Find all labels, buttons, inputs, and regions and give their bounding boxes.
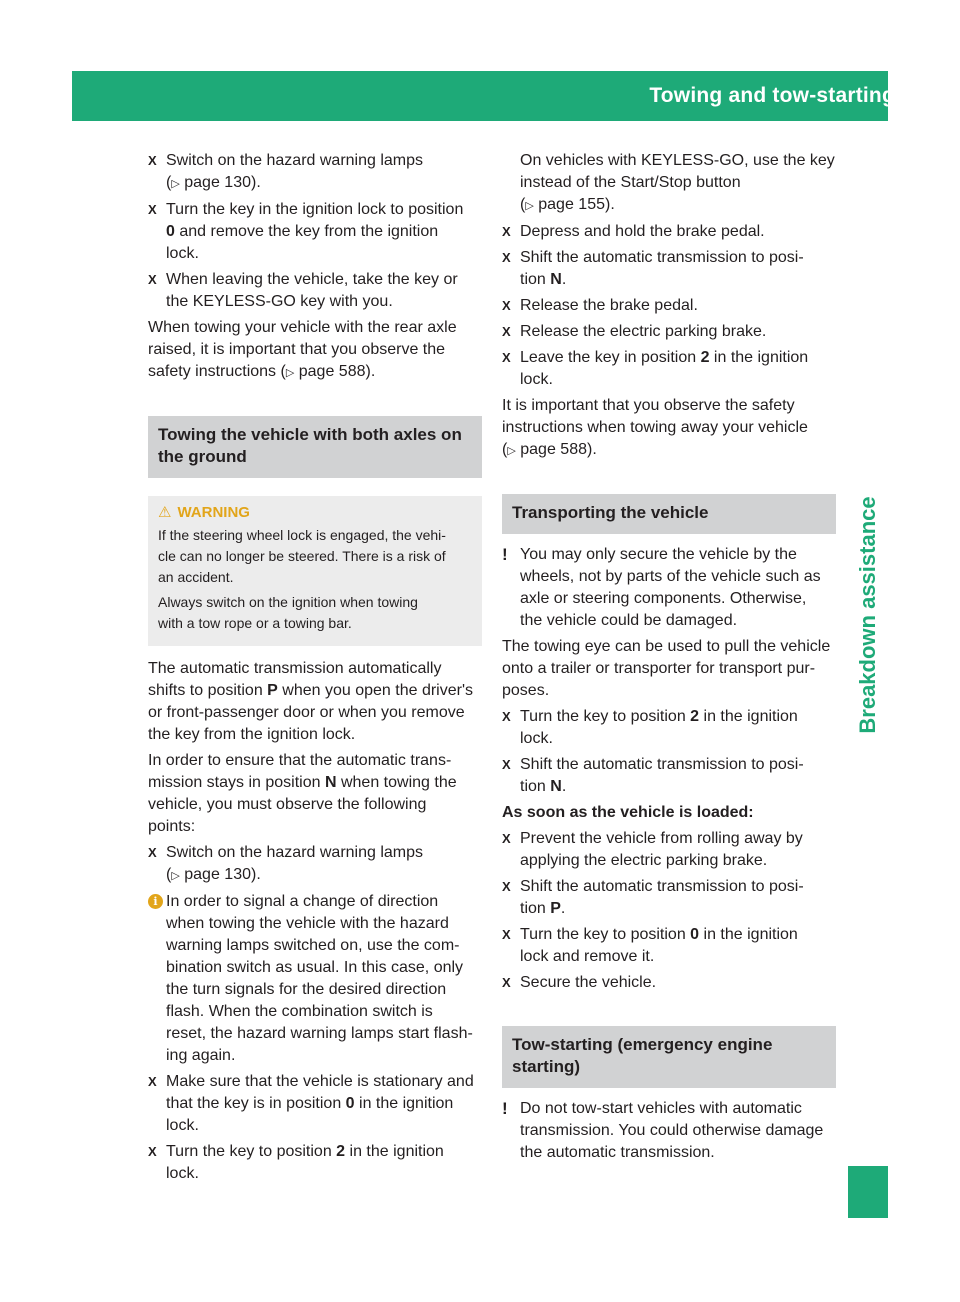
step-marker-icon: X [148, 1144, 157, 1159]
step-item: X Leave the key in position 2 in the ignition lock. [502, 349, 809, 388]
warning-text: Always switch on the ignition when towing with a tow rope or a towing bar. [158, 594, 418, 631]
exclamation-icon: ! [502, 1099, 508, 1118]
step-item: X Turn the key to position 0 in the ignition lock and remove it. [502, 926, 798, 965]
page-reference-link[interactable]: page 588). [298, 363, 376, 380]
warning-triangle-icon: ⚠ [158, 504, 172, 521]
warning-header: ⚠ WARNING [158, 504, 250, 521]
page-number: 591 [916, 85, 949, 106]
paragraph: In order to ensure that the automatic trans- mission stays in position N when towing the vehicle, you must observe the following points: [148, 752, 457, 835]
step-marker-icon: X [502, 757, 511, 772]
left-column [148, 150, 482, 1189]
step-item: X Shift the automatic transmission to posi- tion P. [502, 878, 804, 917]
step-marker-icon: X [502, 975, 511, 990]
step-item: X Prevent the vehicle from rolling away by applying the electric parking brake. [502, 830, 803, 869]
step-marker-icon: X [148, 272, 157, 287]
side-tab-label: Breakdown assistance [855, 496, 880, 734]
side-marker [848, 1166, 888, 1218]
step-marker-icon: X [502, 927, 511, 942]
step-item: X Release the brake pedal. [502, 295, 836, 317]
page-reference-link[interactable]: page 155). [538, 196, 615, 213]
step-item: X Depress and hold the brake pedal. [502, 221, 836, 243]
header-bar [72, 71, 949, 121]
exclamation-icon: ! [502, 545, 508, 564]
step-item: X Make sure that the vehicle is stationary and that the key is in position 0 in the ignition lock. [148, 1073, 474, 1134]
step-marker-icon: X [502, 224, 511, 239]
step-marker-icon: X [502, 879, 511, 894]
page-ref-icon: ▷ [525, 200, 534, 212]
step-marker-icon: X [502, 350, 511, 365]
paragraph: When towing your vehicle with the rear axle raised, it is important that you observe the safety instructions (▷ page 588). [148, 319, 457, 380]
step-marker-icon: X [502, 709, 511, 724]
step-marker-icon: X [502, 831, 511, 846]
step-marker-icon: X [502, 324, 511, 339]
section-heading: Tow-starting (emergency engine starting) [502, 1026, 836, 1088]
step-marker-icon: X [502, 250, 511, 265]
notice-item: ! You may only secure the vehicle by the wheels, not by parts of the vehicle such as axle or steering components. Otherwise, the vehicle could be damaged. [502, 545, 821, 629]
page-reference-link[interactable]: page 588). [520, 441, 597, 458]
page-ref-icon: ▷ [507, 445, 516, 457]
page-title: Towing and tow-starting [649, 84, 895, 107]
page-ref-icon: ▷ [171, 178, 180, 190]
step-item: X Switch on the hazard warning lamps (▷ page 130). [148, 152, 424, 191]
step-item: X Turn the key to position 2 in the ignition lock. [148, 1143, 444, 1182]
page-ref-icon: ▷ [285, 367, 295, 379]
step-item: X Shift the automatic transmission to posi- tion N. [502, 756, 804, 795]
info-icon: i [148, 894, 163, 909]
side-tab [848, 470, 888, 760]
step-marker-icon: X [148, 1074, 157, 1089]
right-column [502, 150, 836, 1168]
paragraph: The automatic transmission automatically shifts to position P when you open the driver's or front-passenger door or when you remove the key from the ignition lock. [148, 660, 474, 743]
section-heading: Transporting the vehicle [502, 494, 836, 534]
step-marker-icon: X [148, 845, 157, 860]
paragraph: The towing eye can be used to pull the vehicle onto a trailer or transporter for transport pur- poses. [502, 638, 831, 699]
page-reference-link[interactable]: page 130). [184, 174, 261, 191]
page-reference-link[interactable]: page 130). [184, 866, 261, 883]
warning-text: If the steering wheel lock is engaged, the vehi- cle can no longer be steered. There is a risk of an accident. [158, 527, 446, 585]
step-item: X Release the electric parking brake. [502, 321, 836, 343]
page-ref-icon: ▷ [171, 870, 180, 882]
step-item: X Turn the key in the ignition lock to position 0 and remove the key from the ignition lock. [148, 201, 464, 262]
step-item: X When leaving the vehicle, take the key or the KEYLESS-GO key with you. [148, 271, 458, 310]
info-note: i In order to signal a change of direction when towing the vehicle with the hazard warning lamps switched on, use the com- bination switch as usual. In this case, only the turn signals for the desired direction flash. When the combination switch is reset, the hazard warning lamps start flash- ing again. [148, 891, 482, 1067]
step-item: X Shift the automatic transmission to posi- tion N. [502, 249, 804, 288]
step-marker-icon: X [148, 153, 157, 168]
step-marker-icon: X [148, 202, 157, 217]
step-item: X Turn the key to position 2 in the ignition lock. [502, 708, 798, 747]
warning-box [148, 496, 482, 646]
step-marker-icon: X [502, 298, 511, 313]
section-heading: Towing the vehicle with both axles on the ground [148, 416, 482, 478]
step-item: X Switch on the hazard warning lamps (▷ page 130). [148, 844, 424, 883]
paragraph: On vehicles with KEYLESS-GO, use the key instead of the Start/Stop button (▷ page 155). [520, 152, 835, 213]
subheading: As soon as the vehicle is loaded: [502, 804, 754, 821]
paragraph: It is important that you observe the safety instructions when towing away your vehicle (▷ page 588). [502, 397, 808, 458]
step-item: X Secure the vehicle. [502, 972, 836, 994]
notice-item: ! Do not tow-start vehicles with automatic transmission. You could otherwise damage the automatic transmission. [502, 1099, 824, 1161]
